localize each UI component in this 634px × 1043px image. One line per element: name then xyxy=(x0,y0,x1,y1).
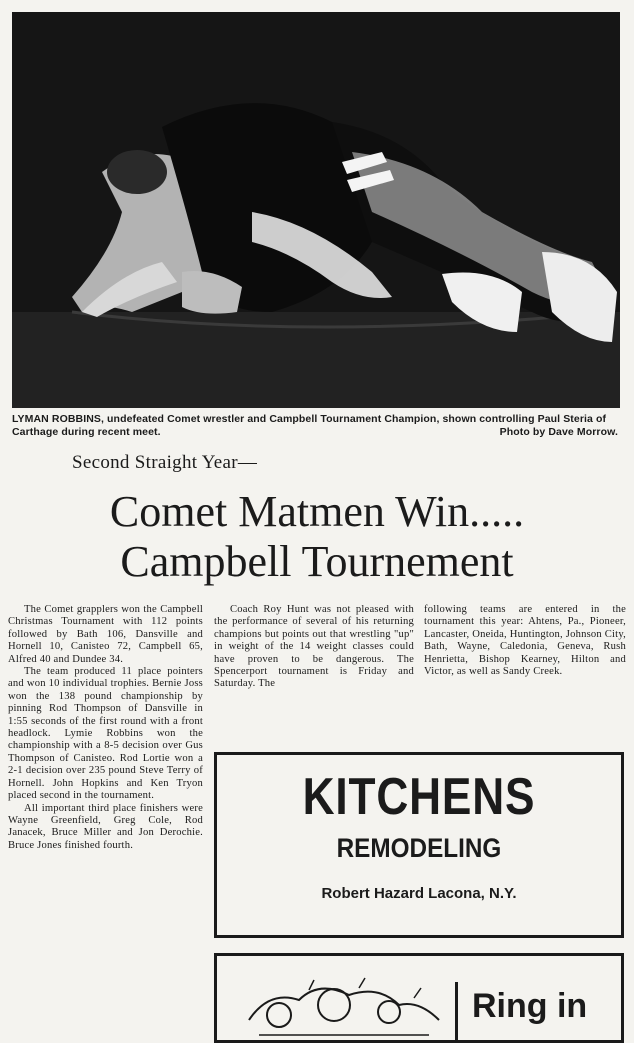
caption-name: LYMAN ROBBINS, xyxy=(12,413,105,425)
headline-line-1: Comet Matmen Win..... xyxy=(109,487,525,536)
article-headline xyxy=(0,487,634,587)
ad-title: KITCHENS xyxy=(302,768,536,826)
article-paragraph: following teams are entered in the tournament this year: Ahtens, Pa., Pioneer, Lancaster, Oneida, Huntington, Johnson City, Bath, Wayne, Caledonia, Geneva, Rush Henrietta, Bishop Kearney, Hilton and Victor, as well as Sandy Creek. xyxy=(424,604,626,678)
bell-sketch-icon xyxy=(239,970,449,1040)
wrestling-photo-image xyxy=(12,12,620,408)
ad-subtitle: REMODELING xyxy=(336,833,502,863)
article-paragraph: Coach Roy Hunt was not pleased with the performance of several of his returning champions but points out that wrestling "up" in weight of the 14 weight classes could have proven to be dangerous. The Spencerport tournament is Friday and Saturday. The xyxy=(214,604,414,690)
ring-in-advertisement xyxy=(214,953,624,1043)
article-column-3 xyxy=(424,604,626,678)
ad-divider xyxy=(455,982,458,1042)
photo-credit: Photo by Dave Morrow. xyxy=(499,426,618,438)
article-column-1 xyxy=(8,604,203,852)
kitchens-advertisement xyxy=(214,752,624,938)
caption-text: undefeated Comet wrestler and Campbell Tournament Champion, shown controlling Paul Steria of Carthage during recent meet. xyxy=(12,413,607,438)
wrestling-photo xyxy=(12,12,620,408)
article-paragraph: All important third place finishers were Wayne Greenfield, Greg Cole, Rod Janacek, Bruce Miller and Jon Derochie. Bruce Jones finished fourth. xyxy=(8,802,203,851)
ad-ring-text: Ring in xyxy=(472,987,588,1025)
article-paragraph: The team produced 11 place pointers and won 10 individual trophies. Bernie Joss won the 138 pound championship by pinning Rod Thompson of Dansville in 1:55 seconds of the first round with a front headlock. Lymie Robbins won the championship with a 8-5 decision over Gus Thompson of Canisteo. Rod Lortie won a 2-1 decision over 235 pound Steve Terry of Hornell. John Hopkins and Ken Tryon placed second in the tournament. xyxy=(8,666,203,802)
article-paragraph: The Comet grapplers won the Campbell Christmas Tournament with 112 points followed by Bath 106, Dansville and Hornell 10, Canisteo 72, Campbell 65, Alfred 40 and Dundee 34. xyxy=(8,604,203,665)
photo-caption xyxy=(12,413,622,439)
article-column-2 xyxy=(214,604,414,691)
headline-line-2: Campbell Tournement xyxy=(120,537,514,586)
ad-contact: Robert Hazard Lacona, N.Y. xyxy=(321,885,517,902)
article-kicker: Second Straight Year— xyxy=(72,452,258,473)
